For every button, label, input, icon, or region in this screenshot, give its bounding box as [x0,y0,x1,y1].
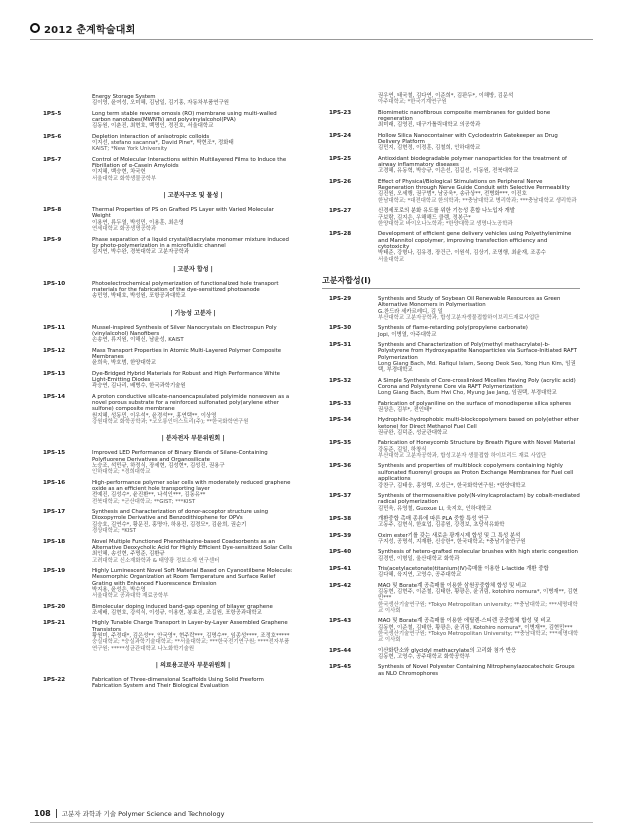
entry-title: Synthesis and Characterization of donor-acceptor structure using Dioxopyrrole Derivative and Benzodithiophene for OPVs [92,509,269,522]
poster-code: 1PS-39 [329,532,352,539]
abstract-entry [36,325,294,344]
poster-code: 1PS-33 [329,400,352,407]
abstract-entry [36,237,294,256]
abstract-entry [322,179,580,204]
entry-body [378,342,580,374]
entry-title: Antioxidant biodegradable polymer nanoparticles for the treatment of airway inflammatory diseases [378,155,567,169]
poster-code: 1PS-34 [329,417,352,424]
entry-title: High-performance polymer solar cells with moderately reduced graphene oxide as an efficient hole transporting layer [92,479,291,493]
entry-title: Synthesis of hetero-grafted molecular brushes with high steric congestion [378,549,578,556]
abstract-entry [36,480,294,505]
poster-code: 1PS-15 [43,450,66,457]
poster-code: 1PS-16 [43,479,66,486]
entry-authors: 강동준, 김일, 하창식 [378,446,427,453]
abstract-entry [36,157,294,182]
abstract-entry [36,568,294,600]
poster-code: 1PS-32 [329,377,352,384]
entry-title: Photoelectrochemical polymerization of functionalized hole transport materials for the fabrication of the dye-sensitized photoanode [92,280,279,293]
entry-authors: 구보람, 김지은, 우해해드 클렘, 정봉근* [378,214,471,221]
entry-body [92,620,294,652]
poster-code: 1PS-41 [329,565,352,572]
entry-body [378,664,580,677]
entry-authors: 김민욱, 유영철, Guoxue Li, 육지호, 인하대학교 [378,505,492,512]
entry-authors: 김지연, 박수완, 경북대학교 고분자공학과 [92,249,190,256]
entry-title: Fabrication of Three-dimensional Scaffolds Using Solid Freeform Fabrication System and Their Biological Evaluation [92,677,264,690]
abstract-entry [322,378,580,397]
entry-body [92,480,294,505]
entry-title: Synthesis and properties of multiblock copolymers containing highly sulfonated fluorenyl groups as Proton Exchange Membranes for Fuel cell applications [378,463,574,483]
abstract-entry [322,417,580,436]
entry-title: Highly Luminescent Novel Soft Material Based on Cyanostilbene Molecule: Mesomorphic Organization at Room Temperature and Surface Relief Grating with Enhanced Fluorescence Emission [92,567,293,587]
entry-authors: Long Giang Bach, Md. Rafiqul Islam, Seong Deok Seo, Yong Hun Kim, 임권택, 부경대학교 [378,361,576,374]
entry-title: Synthesis of thermosensitive poly(N-vinylcaprolactam) by cobalt-mediated radical polymerization [378,492,580,506]
right-column [322,93,580,681]
abstract-entry [322,401,580,414]
poster-code: 1PS-28 [329,231,352,238]
poster-code: 1PS-42 [329,582,352,589]
entry-authors: 김다혜, 육지연, 고영수, 공주대학교 [378,572,462,579]
poster-code: 1PS-36 [329,463,352,470]
abstract-entry [322,493,580,512]
abstract-entry [322,93,580,106]
entry-title: Energy Storage System [92,94,156,100]
entry-body [92,348,294,367]
entry-title: Mussel-inspired Synthesis of Silver Nanocrystals on Electrospun Poly (vinylalcohol) Nanofibers [92,324,277,337]
entry-title: Hydrophilic-hydrophobic multi-blockcopolymers based on poly(ether ether ketone) for Direct Methanol Fuel Cell [378,417,579,430]
entry-title: Fabrication of Honeycomb Structure by Breath Figure with Novel Material [378,440,576,447]
abstract-entry [36,348,294,367]
entry-body [92,677,294,690]
entry-body [378,533,580,546]
entry-affiliation: 숭실대학교; *숭실과학기술대학교; **서울대학교; ***한국전기연구원; ****전자부품연구원; *****성균관대학교 나노화학기술원 [92,639,290,652]
entry-body [378,110,580,129]
entry-authors: 김이영, 윤여성, 오미혜, 김남일, 김기홍, 자동차부품연구원 [92,100,229,107]
entry-authors: 노승조, 석민규, 하정식, 장세현, 김성현*, 김성진, 권용구 [92,463,225,470]
abstract-entry [36,539,294,564]
entry-authors: 원지혜, 성동민, 이우석*, 윤경석**, 홍연택**, 이상영 [92,412,217,419]
poster-code: 1PS-20 [43,603,66,610]
poster-code: 1PS-31 [329,341,352,348]
entry-body [92,509,294,534]
entry-body [378,156,580,175]
entry-body [378,648,580,661]
abstract-entry [36,134,294,153]
entry-title: MAO 및 Borate계 공촉매를 이용한 삼원공중합체 합성 및 비교 [378,582,527,589]
entry-authors: 이지혜, 백승현, 차국헌 [92,169,146,176]
entry-body [92,371,294,390]
poster-code: 1PS-17 [43,509,66,516]
entry-affiliation: 강원대학교 화학공학과; *코오롱인더스트리(주); **한국화학연구원 [92,419,249,426]
poster-code: 1PS-30 [329,325,352,332]
page-number: 108 [34,809,51,818]
entry-body [92,94,294,107]
entry-title: Long term stable reverse omosis (RO) membrane using multi-walled carbon nanotubes(MWNTs) and polyvinylalcohol(PVA) [92,110,277,124]
entry-authors: 이지선, stefano sacanna*, David Pine*, 박현조*, 정화태 [92,140,234,147]
footer-journal-title: 고분자 과학과 기술 Polymer Science and Technology [61,810,225,818]
entry-body [92,281,294,300]
entry-authors: 송민영, 박태호, 박성원, 포항공과대학교 [92,293,186,300]
poster-code: 1PS-45 [329,664,352,671]
entry-authors: G.찬드라 세카르레디, 김 일 [378,308,443,315]
entry-body [92,604,294,617]
abstract-entry [322,133,580,152]
poster-code: 1PS-25 [329,155,352,162]
entry-affiliation: 부산대학교 고분자공학과, 합성고분자생물접합하이브리드재료사업단 [378,314,540,321]
entry-authors: 조세배, 김현호, 강석식, 이성규, 이용현, 봉효진, 조길원, 포항공과대학교 [92,609,262,616]
poster-code: 1PS-5 [43,110,62,117]
entry-body [92,111,294,130]
entry-affiliation: 전북대학교; *군산대학교; **GIST; ***KIST [92,498,196,505]
entry-body [378,618,580,643]
entry-body [378,179,580,204]
entry-authors: 곽승연, 김나리, 배병수, 한국과학기술원 [92,383,186,390]
entry-authors: 김동현, 김현주, 이준철, 김태한, 황광은, 윤귀림, kotohiro nomura*, 이병재**, 김현민*** [378,588,578,602]
entry-body [378,463,580,488]
entry-body [92,134,294,153]
entry-body [92,157,294,182]
abstract-entry [322,583,580,615]
section-heading: | 고분자구조 및 물성 | [163,192,223,200]
poster-code: 1PS-22 [43,677,66,683]
abstract-entry [322,618,580,643]
abstract-entry [36,394,294,426]
entry-body [92,207,294,232]
entry-title: Thermal Properties of PS on Grafted PS Layer with Varied Molecular Weight [92,207,274,220]
entry-title: 신경세포로의 분화 유도를 위한 기능성 혼합 나노입자 개발 [378,208,515,215]
entry-title: Development of efficient gene delivery vehicles using Polyethylenimine and Mannitol copolymer, improving transfection efficiency and cytotoxicity [378,231,572,250]
poster-code: 1PS-21 [43,620,66,627]
entry-authors: 박태준, 강형나, 김유경, 장건근, 이원석, 김상기, 조명행, 최윤재, 조종수 [378,250,547,257]
entry-authors: 박지용, 윤성은, 박수영 [92,586,146,593]
entry-body [378,440,580,459]
entry-title: MAO 및 Borate계 공촉매를 이용한 에틸렌-스티렌 공중합체 합성 및 비교 [378,618,551,625]
abstract-entry [322,296,580,321]
abstract-entry [322,110,580,129]
abstract-entry [322,516,580,529]
entry-authors: 김민지, 김현정, 이정훈, 김철희, 인하대학교 [378,145,481,152]
entry-authors: 김승호, 김연수*, 황문진, 홍명아, 하용진, 김경모*, 김윤희, 권순기 [92,521,247,528]
entry-affiliation: 한국생산기술연구원; *Tokyo Metropolitan university; **충남대학교; ***세명대학교 이사회 [378,601,578,614]
abstract-entry [36,111,294,130]
entry-body [378,566,580,579]
poster-code: 1PS-10 [43,280,66,287]
entry-authors: 최미래, 김영진, 대구가톨릭대학교 의공학과 [378,122,481,129]
entry-authors: 고동주, 김현식, 한효업, 김종원, 강경보, 초당석유화학 [378,522,505,529]
entry-authors: 고경혜, 유동혁, 박승규, 이은선, 김길선, 이동원, 전북대학교 [378,168,519,175]
entry-authors: 김동현, 고영수, 공주대학교 화학공학부 [378,654,470,661]
abstract-entry [36,620,294,652]
poster-code: 1PS-6 [43,133,62,140]
abstract-entry [322,208,580,227]
abstract-entry [322,156,580,175]
entry-body [378,378,580,397]
entry-title: Oxim ester기를 갖는 새로운 광개시제 합성 및 그 특성 분석 [378,532,521,539]
abstract-entry [322,231,580,263]
entry-body [378,583,580,615]
entry-title: 개환중합 촉매 종류에 따른 PLA 중합 특성 연구 [378,515,489,522]
abstract-entry [322,463,580,488]
entry-authors: 권규완, 김덕준, 성균관대학교 [378,430,448,437]
poster-code: 1PS-8 [43,207,62,214]
entry-authors: 이용연, 류두열, 박성민, 이용훈, 최은영 [92,219,184,226]
entry-affiliation: 한양대학교 바이오나노학과; *한양대학교 생명나노공학과 [378,220,513,227]
entry-authors: Jopi, 이병열, 아주대학교 [378,331,437,338]
entry-title: Novel Multiple Functioned Phenothiazine-based Coadsorbents as an Alternative Deoxycholic Acid for Highly Efficient Dye-sensitized Solar Cells [92,538,293,551]
poster-code: 1PS-13 [43,370,66,377]
poster-code: 1PS-11 [43,324,66,331]
entry-title: Depletion interaction of anisotropic colloids [92,133,210,140]
poster-code: 1PS-14 [43,393,66,400]
entry-authors: 손송연, 류지원, 이해신, 남윤성, KAIST [92,337,184,344]
entry-authors: 김동원, 이춘진, 최현호, 백명인, 정진호, 서울대학교 [92,123,214,130]
entry-authors: 최인혜, 송선현, 주명준, 김환규 [92,551,165,558]
poster-code: 1PS-44 [329,647,352,654]
page-header [30,20,135,36]
entry-body [378,231,580,263]
entry-body [378,208,580,227]
poster-code: 1PS-37 [329,492,352,499]
abstract-entry [322,648,580,661]
entry-title: A proton conductive silicate-nanoencapsulated polyimide nonwoven as a novel porous substrate for a reinforced sulfonated poly(arylene ether sulfone) composite membrane [92,393,290,413]
footer-rule [30,822,593,823]
abstract-entry [36,207,294,232]
poster-code: 1PS-40 [329,549,352,556]
entry-affiliation: 한남대학교; *대전대학교 한의학과; **충남대학교 병리학과; ***충남대학교 생리학과 [378,197,577,204]
entry-body [378,325,580,338]
entry-authors: 김진원, 오세행, 권구범*, 남궁욱*, 송규상**, 전병화***, 이진호 [378,191,527,198]
entry-affiliation: 고려대학교 신소재화학과 & 태양광 정보소재 연구센터 [92,557,220,564]
entry-authors: Long Giang Bach, Bum Hwi Cho, Myung Jae Jang, 임권택, 부경대학교 [378,390,557,397]
entry-body [92,568,294,600]
entry-authors: 전예진, 김성수*, 윤진환**, 나석인***, 김동유** [92,492,206,499]
poster-code: 1PS-26 [329,178,352,185]
entry-affiliation: 연세대학교 화공생명공학과 [92,226,157,233]
entry-title: Improved LED Performance of Binary Blends of Silane-Containing Polyfluorene Derivatives and Organosilicate [92,450,268,463]
entry-affiliation: 서울대학교 [378,256,405,263]
entry-title: Bimolecular doping induced band-gap opening of bilayer graphene [92,603,273,610]
entry-title: Dye-Bridged Hybrid Materials for Robust and High Performance White Light-Emitting Diodes [92,370,280,383]
section-heading: | 의료용고분자 부문위원회 | [155,662,231,669]
entry-body [92,394,294,426]
entry-authors: 김동현, 이준철, 김태한, 황광은, 윤귀림, Kotohiro nomura*, 이병재**, 김현민*** [378,624,573,631]
entry-title: 이산화탄소와 glycidyl methacrylate의 고리화 첨가 반응 [378,647,517,654]
abstract-entry [322,664,580,677]
header-title: 2012 춘계학술대회 [44,24,136,36]
conference-logo-icon [30,23,40,33]
entry-title: A Simple Synthesis of Core-crosslinked Micelles Having Poly (acrylic acid) Corona and Polystyrene Core via RAFT Polymerization [378,377,576,391]
header-rule [30,39,593,40]
abstract-entry [36,94,294,107]
abstract-entry [36,604,294,617]
section-heading: | 기능성 고분자 | [170,309,216,317]
poster-code: 1PS-9 [43,236,62,243]
entry-body [378,549,580,562]
entry-affiliation: 한국생산기술연구원; *Tokyo Metropolitan University; **충남대학교; ***세명대학교 이사회 [378,631,579,644]
entry-title: Tris(acetylacetonate)titanium(IV)촉매를 이용한 L-lactide 개환 중합 [378,565,549,572]
entry-body [378,516,580,529]
entry-title: Biomimetic nanofibrous composite membranes for guided bone regeneration [378,109,551,123]
abstract-entry [36,509,294,534]
entry-authors: 권우연, 태국철, 김다연, 이준희*, 김판두*, 이해방, 김문석 [378,93,514,99]
entry-authors: 권상은, 김부*, 전인태* [378,407,432,414]
entry-title: Mass Transport Properties in Atomic Multi-Layered Polymer Composite Membranes [92,347,282,360]
entry-authors: 황원미, 주정대*, 김은성**, 안국영*, 현주락***, 김명수**, 임종성****, 조정호***** [92,632,290,639]
abstract-entry [36,371,294,390]
abstract-entry [322,325,580,338]
abstract-entry [36,281,294,300]
poster-code: 1PS-7 [43,156,62,163]
footer-divider [56,809,57,818]
entry-body [92,237,294,256]
abstract-entry [322,533,580,546]
entry-affiliation: 경상대학교; *KIST [92,528,137,535]
entry-affiliation: 서울대학교 화학생물공학부 [92,175,157,182]
entry-body [378,296,580,321]
entry-title: Synthesis and Study of Soybean Oil Renewable Resources as Green Alternative Monomers in Polymerisation [378,295,561,309]
entry-authors: 강찬구, 김태웅, 홍영택, 오성근*, 한국화학연구원; *한양대학교 [378,482,526,489]
poster-code: 1PS-43 [329,618,352,625]
entry-title: Synthesis of flame-retarding poly(propylene carbonate) [378,325,528,332]
entry-authors: 김경빈, 이형일, 울산대학교 화학과 [378,555,460,562]
abstract-entry [36,677,294,690]
entry-authors: 윤희욱, 박호범, 한양대학교 [92,360,157,367]
poster-code: 1PS-19 [43,567,66,574]
entry-title: Fabrication of polyaniline on the surface of monodisperse silica spheres [378,400,572,407]
page-footer [34,809,225,818]
abstract-entry [36,450,294,475]
entry-title: Highly Tunable Charge Transport in Layer-by-Layer Assembled Graphene Transistors [92,620,288,633]
poster-code: 1PS-12 [43,347,66,354]
entry-authors: 구지성, 공명석, 지재환, 신승한*, 한국대학교; *충남기술연구원 [378,538,526,545]
section-heading: | 고분자 합성 | [173,265,213,273]
entry-body [378,493,580,512]
entry-title: Synthesis of Novel Polyester Containing Nitrophenylazocatechoic Groups as NLO Chromophores [378,664,575,677]
entry-body [378,133,580,152]
entry-title: Synthesis and Characterization of Poly(methyl methacrylate)-b-Polystyrene from Hydroxyapatite Nanoparticles via Surface-Initiated RAFT Polymerization [378,341,577,361]
poster-code: 1PS-23 [329,109,352,116]
poster-code: 1PS-18 [43,538,66,545]
poster-code: 1PS-27 [329,208,352,215]
poster-code: 1PS-38 [329,515,352,522]
left-column [36,94,294,694]
abstract-entry [322,566,580,579]
entry-title: Phase separation of a liquid crystal/diacrylate monomer mixture induced by photo-polymerization in a microfluidic channel [92,236,289,249]
entry-body [378,401,580,414]
entry-affiliation: KAIST; *New York University [92,146,168,153]
entry-affiliation: 서울대학교 공과대학 재료공학부 [92,593,169,600]
poster-code: 1PS-24 [329,132,352,139]
poster-code: 1PS-29 [329,295,352,302]
abstract-entry [322,342,580,374]
entry-body [92,450,294,475]
entry-title: Hollow Silica Nanocontainer with Cyclodextrin Gatekeeper as Drug Delivery Platform [378,132,558,146]
abstract-entry [322,440,580,459]
entry-affiliation: 인하대학교; *경희대학교 [92,469,151,476]
entry-title: Effect of Physical/Biological Stimulations on Peripheral Nerve Regeneration through Nerve Guide Conduit with Selective Permeability [378,178,570,192]
entry-body [378,93,580,106]
section-heading: | 분자전자 부문위원회 | [161,435,225,443]
section-heading: 고분자합성(I) [322,275,580,289]
poster-code: 1PS-35 [329,440,352,447]
abstract-entry [322,549,580,562]
entry-body [378,417,580,436]
entry-body [92,325,294,344]
entry-body [92,539,294,564]
entry-title: Control of Molecular Interactions within Multilayered Films to Induce the Fibrillation of α-Casein Amyloids [92,156,287,170]
entry-affiliation: 부산대학교 고분자공학과, 합성고분자 생물접합 하이브리드 재료 사업단 [378,453,547,460]
entry-affiliation: 아주대학교; *한국기계연구원 [378,99,447,106]
